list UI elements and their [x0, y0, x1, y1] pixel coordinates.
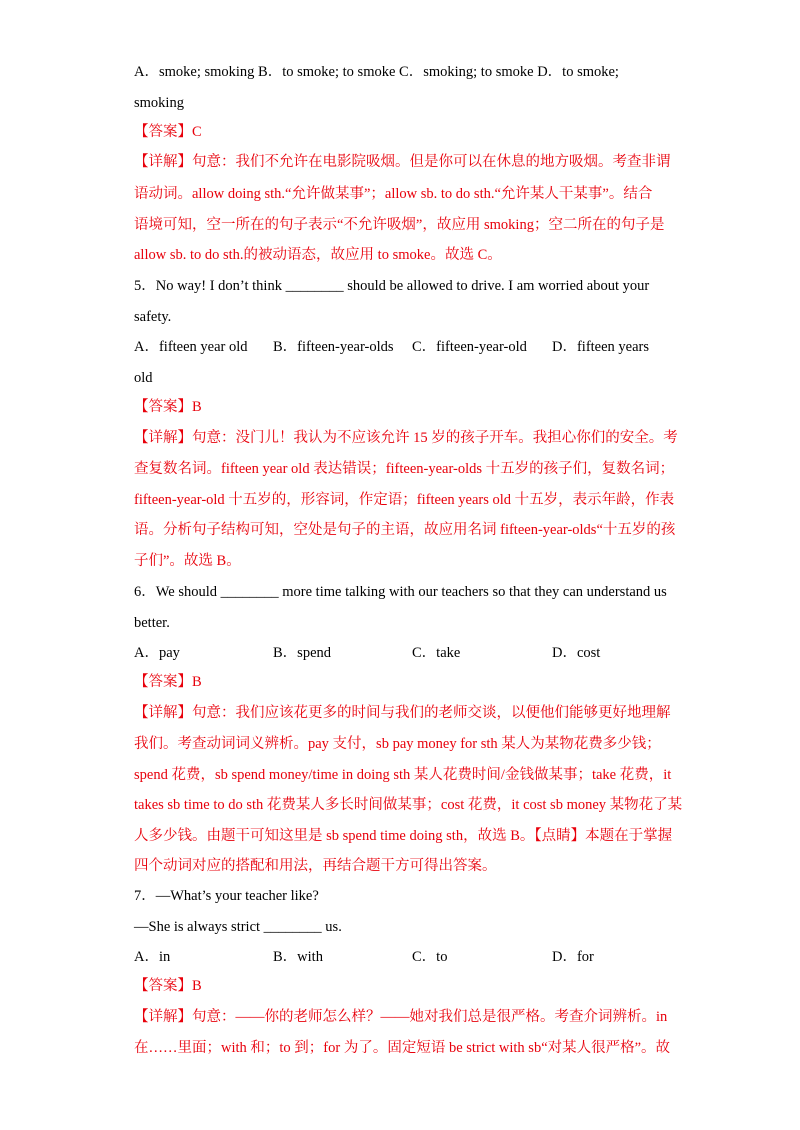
q6-detail-line: spend 花费，sb spend money/time in doing sth 某人花费时间/金钱做某事；take 花费，it: [134, 767, 672, 783]
q6-detail-line: 人多少钱。由题干可知这里是 sb spend time doing sth，故选 B。【点睛】本题在于掌握: [134, 828, 673, 844]
q6-answer: 【答案】B: [134, 674, 202, 690]
q5-stem-cont: safety.: [134, 309, 172, 325]
q7-option-d: D．for: [552, 949, 594, 965]
q6-option-b: B．spend: [273, 645, 331, 661]
q6-detail-line: 我们。考查动词词义辨析。pay 支付，sb pay money for sth 某人为某物花费多少钱；: [134, 736, 661, 752]
q7-option-c: C．to: [412, 949, 448, 965]
q5-answer: 【答案】B: [134, 399, 202, 415]
q5-option-a: A．fifteen year old: [134, 339, 248, 355]
q7-detail-line: 【详解】句意：——你的老师怎么样？——她对我们总是很严格。考查介词辨析。in: [134, 1009, 668, 1025]
q7-option-b: B．with: [273, 949, 323, 965]
q7-option-a: A．in: [134, 949, 171, 965]
q6-stem: 6．We should ________ more time talking with our teachers so that they can understand us: [134, 584, 667, 600]
q7-detail-line: 在……里面；with 和；to 到；for 为了。固定短语 be strict with sb“对某人很严格”。故: [134, 1040, 671, 1056]
q5-detail-line: fifteen-year-old 十五岁的，形容词，作定语；fifteen years old 十五岁，表示年龄，作表: [134, 492, 675, 508]
q7-stem-cont: —She is always strict ________ us.: [134, 919, 342, 935]
q6-option-c: C．take: [412, 645, 461, 661]
q4-detail-line: allow sb. to do sth.的被动语态，故应用 to smoke。故选 C。: [134, 247, 502, 263]
q5-detail-line: 语。分析句子结构可知，空处是句子的主语，故应用名词 fifteen-year-olds“十五岁的孩: [134, 522, 676, 538]
q5-stem: 5．No way! I don’t think ________ should be allowed to drive. I am worried about your: [134, 278, 650, 294]
q7-answer: 【答案】B: [134, 978, 202, 994]
q5-option-d: D．fifteen years: [552, 339, 650, 355]
q7-stem: 7．—What’s your teacher like?: [134, 888, 319, 904]
q6-option-a: A．pay: [134, 645, 180, 661]
q5-option-c: C．fifteen-year-old: [412, 339, 527, 355]
q6-stem-cont: better.: [134, 615, 170, 631]
q4-detail-line: 【详解】句意：我们不允许在电影院吸烟。但是你可以在休息的地方吸烟。考查非谓: [134, 154, 671, 170]
q4-detail-line: 语境可知，空一所在的句子表示“不允许吸烟”，故应用 smoking；空二所在的句子是: [134, 217, 665, 233]
q4-options-cont: smoking: [134, 95, 184, 111]
q6-option-d: D．cost: [552, 645, 601, 661]
q5-detail-line: 子们”。故选 B。: [134, 553, 241, 569]
q4-options: A．smoke; smoking B．to smoke; to smoke C．smoking; to smoke D．to smoke;: [134, 64, 619, 80]
q6-detail-line: 四个动词对应的搭配和用法，再结合题干方可得出答案。: [134, 858, 497, 874]
q5-detail-line: 【详解】句意：没门儿！我认为不应该允许 15 岁的孩子开车。我担心你们的安全。考: [134, 430, 678, 446]
q6-detail-line: takes sb time to do sth 花费某人多长时间做某事；cost 花费，it cost sb money 某物花了某: [134, 797, 683, 813]
q6-detail-line: 【详解】句意：我们应该花更多的时间与我们的老师交谈，以便他们能够更好地理解: [134, 705, 671, 721]
q5-option-b: B．fifteen-year-olds: [273, 339, 394, 355]
q4-answer: 【答案】C: [134, 124, 202, 140]
q4-detail-line: 语动词。allow doing sth.“允许做某事”；allow sb. to do sth.“允许某人干某事”。结合: [134, 186, 653, 202]
q5-option-d-cont: old: [134, 370, 153, 386]
q5-detail-line: 查复数名词。fifteen year old 表达错误；fifteen-year-olds 十五岁的孩子们，复数名词；: [134, 461, 675, 477]
